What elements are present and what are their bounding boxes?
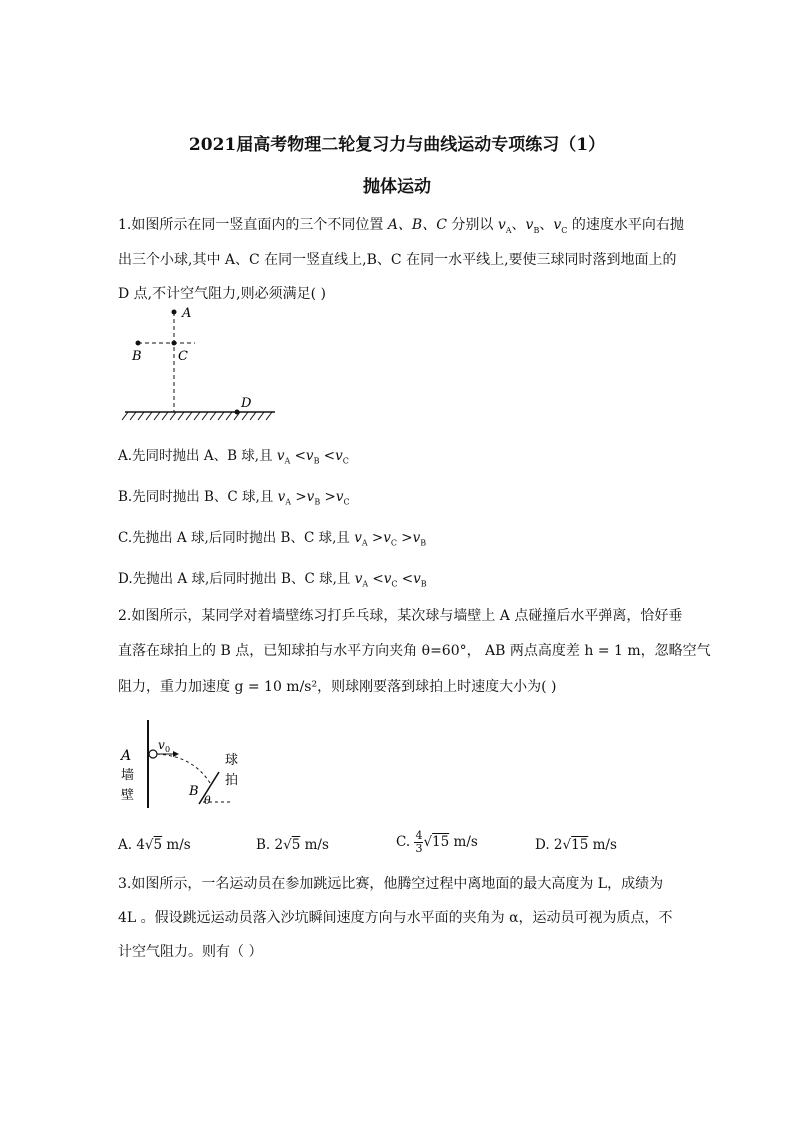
q1-option-b[interactable]: B.先同时抛出 B、C 球,且 $v_A >v_B >v_C$ [118, 489, 350, 507]
q1-point-d [235, 410, 240, 415]
q1-line1-text-b: 分别以 [451, 217, 494, 233]
q2-trajectory [157, 754, 210, 783]
q1-label-d: D [241, 396, 252, 411]
q2-option-d-root: 15 [571, 837, 589, 853]
q2-option-d-unit: m/s [588, 837, 617, 853]
q2-option-c-den: 3 [415, 842, 423, 855]
q2-option-c[interactable]: C. $\frac{4}{3}$ √15 m/s [396, 829, 478, 855]
q1-line2: 出三个小球,其中 A、C 在同一竖直线上,B、C 在同一水平线上,要使三球同时落到地面上的 [118, 252, 677, 268]
q1-option-b-rel2: > [324, 489, 336, 505]
q2-line2: 直落在球拍上的 B 点，已知球拍与水平方向夹角 θ=60°， AB 两点高度差 h = 1 m，忽略空气 [118, 643, 711, 659]
q2-label-wall-2: 壁 [121, 788, 135, 803]
q1-line1-text-c: 的速度水平向右抛 [571, 217, 684, 233]
q1-option-c-rel1: > [371, 530, 384, 546]
q2-line1: 2.如图所示，某同学对着墙壁练习打乒乓球，某次球与墙壁上 A 点碰撞后水平弹离，恰好垂 [118, 608, 683, 624]
q1-option-d[interactable]: D.先抛出 A 球,后同时抛出 B、C 球,且 $v_A <v_C <v_B$ [118, 571, 427, 589]
q1-point-a [172, 310, 177, 315]
q2-option-d-label: D. 2 [535, 837, 563, 853]
q1-option-c[interactable]: C.先抛出 A 球,后同时抛出 B、C 球,且 $v_A >v_C >v_B$ [118, 530, 427, 548]
q2-option-c-unit: m/s [449, 834, 478, 850]
q2-label-v0-sub: 0 [165, 745, 171, 754]
q2-option-b-root: 5 [291, 837, 301, 853]
page-title: 2021届高考物理二轮复习力与曲线运动专项练习（1） [188, 135, 606, 155]
q2-option-b-unit: m/s [300, 837, 329, 853]
q1-point-c [172, 341, 177, 346]
q3-line1: 3.如图所示，一名运动员在参加跳远比赛，他腾空过程中离地面的最大高度为 L，成绩为 [118, 876, 664, 892]
q2-label-v0: v [158, 738, 165, 752]
q2-label-racket-1: 球 [225, 753, 239, 768]
q1-option-c-text: C.先抛出 A 球,后同时抛出 B、C 球,且 [118, 530, 350, 546]
q2-option-c-root: 15 [432, 834, 450, 850]
q1-option-d-text: D.先抛出 A 球,后同时抛出 B、C 球,且 [118, 571, 351, 587]
q1-option-b-rel1: > [295, 489, 307, 505]
q2-option-b[interactable]: B. 2√5 m/s [256, 837, 329, 853]
q2-label-racket-2: 拍 [225, 773, 239, 788]
q2-option-a-unit: m/s [162, 837, 191, 853]
q2-figure [115, 716, 255, 811]
q2-ball [149, 750, 157, 758]
q2-label-b: B [189, 784, 199, 799]
q1-label-b: B [132, 349, 142, 364]
q2-option-c-label: C. [396, 834, 411, 850]
q1-option-a-text: A.先同时抛出 A、B 球,且 [118, 448, 273, 464]
q1-option-a[interactable]: A.先同时抛出 A、B 球,且 $v_A <v_B <v_C$ [118, 448, 349, 466]
q1-label-c: C [178, 349, 188, 364]
q1-line1-text: 1.如图所示在同一竖直面内的三个不同位置 [118, 217, 384, 233]
q1-option-a-rel1: < [294, 448, 306, 464]
q1-option-c-rel2: > [401, 530, 413, 546]
q1-point-b [136, 341, 141, 346]
q3-line3: 计空气阻力。则有（ ） [118, 944, 263, 960]
q2-option-a-label: A. 4 [118, 837, 145, 853]
q2-option-a[interactable]: A. 4√5 m/s [118, 837, 191, 853]
q2-option-a-root: 5 [153, 837, 163, 853]
q1-line3: D 点,不计空气阻力,则必须满足( ) [118, 286, 326, 302]
q2-option-d[interactable]: D. 2√15 m/s [535, 837, 617, 853]
q2-label-a: A [121, 748, 132, 764]
q2-label-theta: θ [204, 794, 211, 807]
q2-line3: 阻力，重力加速度 g = 10 m/s²，则球刚要落到球拍上时速度大小为( ) [118, 679, 557, 695]
q1-figure [120, 302, 280, 422]
q2-option-c-num: 4 [415, 829, 423, 842]
page-subtitle: 抛体运动 [363, 177, 431, 197]
q1-option-d-rel1: < [372, 571, 384, 587]
q1-points: A、B、C [387, 217, 447, 233]
q1-option-b-text: B.先同时抛出 B、C 球,且 [118, 489, 274, 505]
q1-option-d-rel2: < [401, 571, 414, 587]
q1-line1: 1.如图所示在同一竖直面内的三个不同位置 A、B、C 分别以 $v_A$、$v_B$、$v_C$ 的速度水平向右抛 [118, 217, 684, 235]
q2-label-wall-1: 墙 [121, 768, 135, 783]
q2-option-b-label: B. 2 [256, 837, 284, 853]
q1-label-a: A [182, 306, 192, 321]
q3-line2: 4L 。假设跳远运动员落入沙坑瞬间速度方向与水平面的夹角为 α，运动员可视为质点，不 [118, 910, 673, 926]
q1-option-a-rel2: < [323, 448, 336, 464]
